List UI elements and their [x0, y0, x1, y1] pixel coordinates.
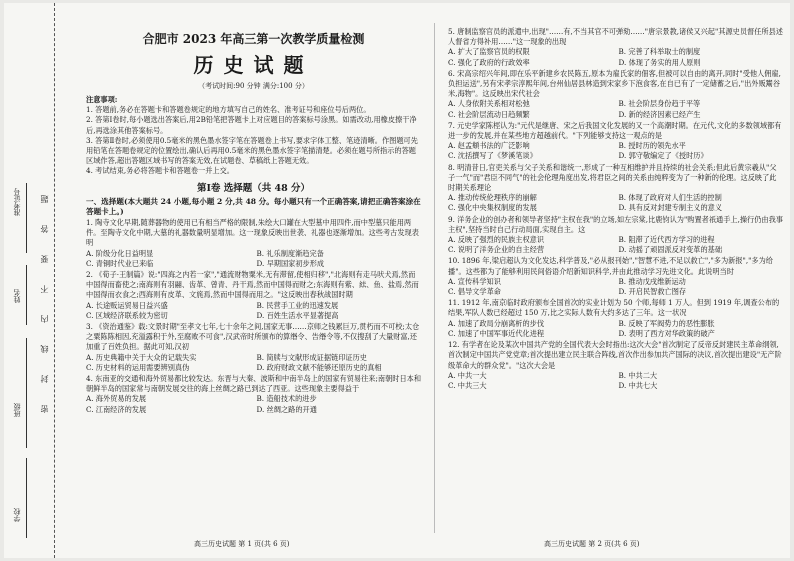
question-6 [448, 69, 783, 120]
option-a: A. 宣传科学知识 [448, 276, 501, 286]
option-d: D. 早期国家初步形成 [256, 258, 325, 268]
school-label: 学校 [13, 508, 21, 522]
option-b: B. 阻滞了近代西方学习的进程 [618, 235, 715, 245]
question-stem: 12. 有学者在论及某次中国共产党的全国代表大会时指出:这次大会"首次制定了反帝反封建民主革命纲领,首次制定中国共产党党章;首次提出建立民主联合阵线,首次作出参加共产国际的决议,首次提出建设"无产阶级革命大的群众党"。"这次大会是 [448, 340, 782, 370]
option-c: C. 区域经济联系较为密切 [86, 310, 168, 320]
page-1 [86, 27, 421, 416]
page-title: 历史试题 [193, 53, 314, 77]
option-a: A. 中共一大 [448, 370, 487, 380]
page-2 [448, 27, 783, 392]
question-stem: 6. 宋高宗绍兴年间,即在乐平新建乡农民陈五,原本为雇氏家的佃客,但被可以自由的离开,同时"受他人佣雇,负担运送",另有宋孝宗淳熙年间,台州仙居县林造到宋家乡下泡食客,在自已有了一定储蓄之后,"出外贩鬻谷米,海物"。这反映出宋代社会 [448, 68, 781, 99]
page-footer-1: 高三历史试题 第 1 页(共 6 页) [194, 540, 290, 548]
question-12 [448, 340, 783, 391]
question-1 [86, 218, 421, 269]
question-stem: 11. 1912 年,南京临时政府颁布全国首次的实业计划为 50 个师,每师 1 万人。但到 1919 年,调查公布的结果,军队人数已经超过 150 万,比之实际人数有大约多达了三年。这一状况 [448, 298, 780, 318]
school-line [26, 458, 27, 538]
option-b: B. 社会阶层身份趋于平等 [618, 99, 701, 109]
seal-line-text: 密封线内不要答题 [40, 173, 49, 413]
exam-school-heading: 合肥市 2023 年高三第一次教学质量检测 [142, 32, 365, 46]
page-divider [434, 23, 435, 533]
class-label: 班级 [13, 403, 21, 417]
option-d: D. 政府财政文献不能够还原历史的真相 [256, 362, 382, 372]
option-a: A. 海外贸易的发展 [86, 394, 147, 404]
exam-id-line [26, 183, 27, 253]
question-8 [448, 163, 783, 214]
option-a: A. 赵孟頫书法的广泛影响 [448, 141, 530, 151]
option-b: B. 民营手工业的迅速发展 [256, 300, 339, 310]
option-b: B. 礼乐制度渐趋完备 [256, 248, 324, 258]
option-c: C. 强化中央集权制度的发展 [448, 203, 537, 213]
option-a: A. 人身依附关系相对松弛 [448, 99, 530, 109]
option-a: A. 扩大了监察官员的权限 [448, 47, 530, 57]
option-d: D. 开启民智救亡图存 [618, 287, 687, 297]
note-item: 2. 答第Ⅰ卷时,每小题选出答案后,用2B铅笔把答题卡上对应题目的答案标号涂黑。如需改动,用橡皮擦干净后,再选涂其他答案标号。 [86, 115, 417, 135]
option-a: A. 反映了强烈的民族主权意识 [448, 235, 545, 245]
option-a: A. 历史典籍中关于大众的记载失实 [86, 352, 197, 362]
option-c: C. 说明了洋务企业的自主经营 [448, 245, 545, 255]
option-c: C. 强化了政府的行政效率 [448, 57, 530, 67]
option-c: C. 历史材料的运用需要辨别真伪 [86, 362, 190, 372]
option-b: B. 简牍与文献形成证据链印证历史 [256, 352, 367, 362]
option-d: D. 中共七大 [618, 380, 658, 390]
question-stem: 4. 东南亚的交通和海外贸易都比较发达。东晋与大秦、波斯和中南半岛上的国家有贸易往来;南朝时日本和朝鲜半岛的国家常与南朝发展交往的海上丝绸之路已到达了西亚。这些现象主要得益于 [86, 374, 422, 394]
option-d: D. 百姓生活水平显著提高 [256, 310, 339, 320]
binding-strip [4, 3, 68, 558]
option-d: D. 动摇了顽固派反对变革的基础 [618, 245, 723, 255]
option-b: B. 完善了科举取士的制度 [618, 47, 701, 57]
notes [86, 95, 421, 177]
option-b: B. 中共二大 [618, 370, 658, 380]
question-stem: 9. 洋务企业的创办者和领导者坚持"主权在我"的立场,如左宗棠,比鹿钧认为"购置者祇通手上,操行仍由我事主权",坚持当时自己行动局面,实现自主。这 [448, 214, 783, 234]
question-stem: 10. 1896 年,梁启超认为文化发达,科学普及,"必从报刊始","智慧不进,不足以救亡","多为新报","多为给播"。这些都为了能够利用民间俗语介绍新知识科学,并由此推动学习先进文化。此说明当时 [448, 256, 773, 276]
option-c: C. 江南经济的发展 [86, 404, 147, 414]
option-a: A. 长途贩运贸易日益兴盛 [86, 300, 168, 310]
option-c: C. 倡导文学革命 [448, 287, 501, 297]
note-item: 1. 答题前,务必在答题卡和答题卷规定的地方填写自己的姓名、准考证号和座位号后两位。 [86, 105, 371, 115]
class-line [26, 338, 27, 448]
question-3 [86, 322, 421, 373]
question-2 [86, 270, 421, 321]
option-c: C. 青铜时代业已来临 [86, 258, 154, 268]
question-stem: 5. 唐制监察官员的派遣中,出现"……有,不当其官不可弹劾……"唐宗景教,诸侯又兴起"其源史员督任所县述人督省方得补用……"这一现象的出现 [448, 27, 783, 47]
page-footer-2: 高三历史试题 第 2 页(共 6 页) [544, 540, 640, 548]
option-d: D. 丝绸之路的开通 [256, 404, 317, 414]
name-line [26, 265, 27, 325]
option-a: A. 推动传统伦理秩序的崩解 [448, 193, 537, 203]
option-b: B. 体现了政府对人们生活的控制 [618, 193, 722, 203]
option-d: D. 新的经济因素已经产生 [618, 109, 701, 119]
option-b: B. 授时历的领先水平 [618, 141, 686, 151]
question-9 [448, 215, 783, 256]
option-c: C. 沈括撰写了《梦溪笔谈》 [448, 151, 537, 161]
question-11 [448, 298, 783, 339]
exam-sheet [4, 3, 790, 558]
exam-id-label: 准考证号 [13, 188, 21, 216]
option-a: A. 加速了政局分崩离析的步伐 [448, 318, 545, 328]
section-instruction: 一、选择题(本大题共 24 小题,每小题 2 分,共 48 分。每小题只有一个正确答案,请把正确答案涂在答题卡上。) [86, 196, 421, 216]
question-10 [448, 256, 783, 297]
option-c: C. 社会阶层流动日趋频繁 [448, 109, 530, 119]
option-b: B. 推动戊戌维新运动 [618, 276, 686, 286]
question-stem: 8. 明清昔日,官吏关系与父子关系和谐统一,形成了一种互相维护并且持续的社会关系;但此后黄宗羲从"父子一气"而"君臣不同气"的社会伦理角度出发,将君臣之间的关系由纯粹变为了一种新的伦理。这反映了此时期关系理论 [448, 162, 777, 193]
exam-meta: （考试时间:90 分钟 满分:100 分） [198, 82, 309, 90]
option-d: D. 具有反对封建专制主义的意义 [618, 203, 723, 213]
option-b: B. 造船技术的进步 [256, 394, 317, 404]
question-stem: 7. 元史学家陈桱认为:"元代是继唐、宋之后我国文化发展的又一个高潮时期。在元代,文化的多数领域都有进一步的发展,并在某些地方超越前代。"下列能够支持这一观点的是 [448, 120, 782, 141]
option-d: D. 体现了务实的用人原则 [618, 57, 701, 67]
section-title: 第Ⅰ卷 选择题（共 48 分） [196, 182, 311, 194]
seal-line [54, 3, 55, 558]
notes-heading: 注意事项: [86, 95, 118, 104]
note-item: 4. 考试结束,务必将答题卡和答题卷一并上交。 [86, 166, 234, 176]
question-stem: 1. 陶寺文化早期,随葬器物的使用已有相当严格的限制,朱绘大口罐在大型墓中用四件,而中型墓只能用两件。至陶寺文化中期,大墓的礼器数量明显增加。这一现象反映出世袭、礼器也逐渐增加。这些考古发现表明 [86, 218, 419, 248]
question-4 [86, 374, 421, 415]
option-c: C. 加速了中国军事近代化进程 [448, 328, 545, 338]
question-5 [448, 27, 783, 68]
note-item: 3. 答第Ⅱ卷时,必须使用0.5毫米的黑色墨水签字笔在答题卷上书写,要求字体工整、笔迹清晰。作图题可先用铅笔在答题卷规定的位置绘出,确认后再用0.5毫米的黑色墨水签字笔描清楚。必须在题号所指示的答题区域作答,超出答题区域书写的答案无效,在试题卷、草稿纸上答题无效。 [86, 135, 418, 166]
option-c: C. 中共三大 [448, 380, 487, 390]
question-7 [448, 121, 783, 162]
option-b: B. 反映了军阀势力的恶性膨胀 [618, 318, 715, 328]
option-a: A. 阶级分化日益明显 [86, 248, 154, 258]
question-stem: 2. 《荀子·王制篇》说:"四海之内若一家","通流财物粟米,无有滞留,使相归移","北海则有走马吠犬焉,然而中国得而畜使之;南海则有羽翮、齿革、曾青、丹干焉,然而中国得而财之;东海则有紫、紶、鱼、盐焉,然而中国得而衣食之;西海则有皮革、文旄焉,然而中国得而用之。"这反映出春秋战国时期 [86, 270, 419, 300]
option-d: D. 表明了西方对华政策的破产 [618, 328, 715, 338]
question-stem: 3. 《资治通鉴》载:文景时期"至孝文七年,七十余年之间,国家无事……京师之钱累巨万,贯朽而不可校;太仓之粟陈陈相因,充溢露积于外,至腐败不可食",汉武帝时所颁布的算缗令、告缗令等,不仅搜刮了大量财富,还加重了百姓负担。据此可知,汉初 [86, 322, 420, 352]
option-d: D. 郭守敬编定了《授时历》 [618, 151, 708, 161]
name-label: 姓名 [13, 289, 21, 303]
